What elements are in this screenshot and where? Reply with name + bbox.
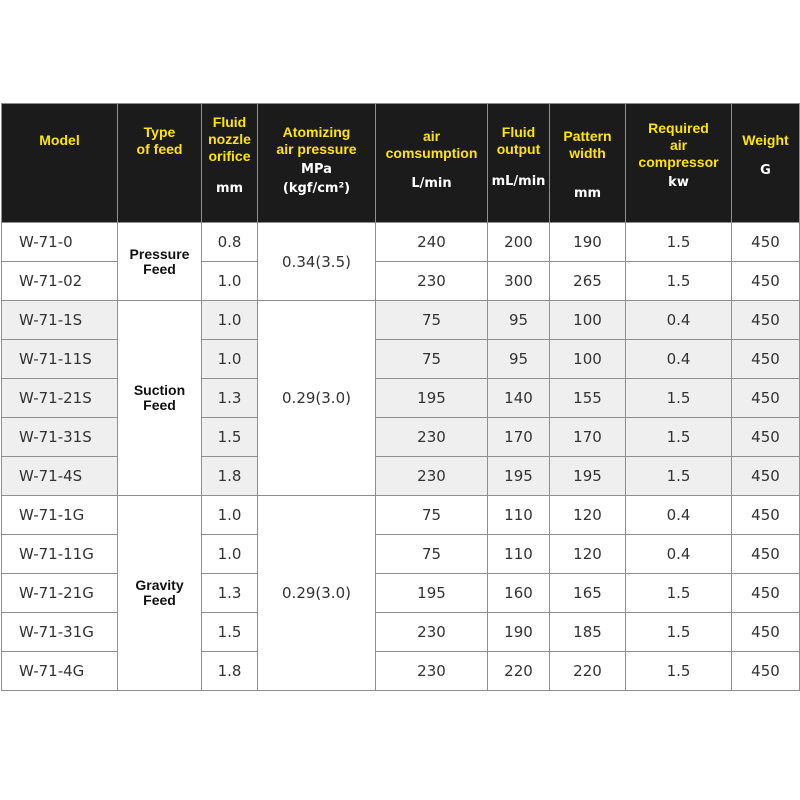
compressor-cell: 1.5: [626, 613, 732, 652]
header-type-of-feed: Type of feed: [118, 104, 202, 223]
compressor-cell: 0.4: [626, 496, 732, 535]
fluid-output-cell: 95: [488, 301, 550, 340]
feed-type-label: Gravity: [135, 577, 184, 593]
feed-type-cell: [118, 223, 202, 301]
nozzle-orifice-cell: 1.0: [202, 535, 258, 574]
air-consumption-cell: 240: [376, 223, 488, 262]
compressor-cell: 0.4: [626, 340, 732, 379]
nozzle-orifice-cell: 1.8: [202, 457, 258, 496]
fluid-output-cell: 300: [488, 262, 550, 301]
compressor-cell: 1.5: [626, 223, 732, 262]
nozzle-orifice-cell: 1.5: [202, 418, 258, 457]
weight-cell: 450: [732, 535, 800, 574]
pattern-width-cell: 220: [550, 652, 626, 691]
nozzle-orifice-cell: 1.3: [202, 574, 258, 613]
weight-cell: 450: [732, 301, 800, 340]
air-consumption-cell: 75: [376, 301, 488, 340]
air-pressure-cell: 0.29(3.0): [258, 496, 376, 691]
air-consumption-cell: 230: [376, 457, 488, 496]
model-cell: W-71-02: [2, 262, 118, 301]
table-body: [2, 223, 800, 691]
pattern-width-cell: 120: [550, 535, 626, 574]
header-weight: Weight G: [732, 104, 800, 223]
compressor-cell: 1.5: [626, 262, 732, 301]
nozzle-orifice-cell: 1.0: [202, 301, 258, 340]
nozzle-orifice-cell: 1.0: [202, 262, 258, 301]
weight-cell: 450: [732, 418, 800, 457]
compressor-cell: 0.4: [626, 535, 732, 574]
fluid-output-cell: 110: [488, 496, 550, 535]
air-consumption-cell: 230: [376, 418, 488, 457]
model-cell: W-71-11S: [2, 340, 118, 379]
model-cell: W-71-4G: [2, 652, 118, 691]
compressor-cell: 1.5: [626, 379, 732, 418]
weight-cell: 450: [732, 340, 800, 379]
pattern-width-cell: 100: [550, 301, 626, 340]
pattern-width-cell: 165: [550, 574, 626, 613]
feed-type-label: Pressure: [129, 245, 190, 262]
compressor-cell: 1.5: [626, 652, 732, 691]
air-pressure-cell: 0.34(3.5): [258, 223, 376, 301]
weight-cell: 450: [732, 496, 800, 535]
fluid-output-cell: 195: [488, 457, 550, 496]
pattern-width-cell: 185: [550, 613, 626, 652]
compressor-cell: 1.5: [626, 457, 732, 496]
nozzle-orifice-cell: 1.0: [202, 496, 258, 535]
pattern-width-cell: 195: [550, 457, 626, 496]
air-consumption-cell: 230: [376, 262, 488, 301]
weight-cell: 450: [732, 652, 800, 691]
air-consumption-cell: 195: [376, 379, 488, 418]
model-cell: W-71-21G: [2, 574, 118, 613]
feed-type-label: Feed: [143, 397, 176, 413]
air-consumption-cell: 230: [376, 613, 488, 652]
pattern-width-cell: 100: [550, 340, 626, 379]
fluid-output-cell: 95: [488, 340, 550, 379]
nozzle-orifice-cell: 1.3: [202, 379, 258, 418]
model-cell: W-71-31G: [2, 613, 118, 652]
air-pressure-cell: 0.29(3.0): [258, 301, 376, 496]
header-required-air-compressor: Required air compressor kw: [626, 104, 732, 223]
header-fluid-output: Fluid output mL/min: [488, 104, 550, 223]
header-model: Model: [2, 104, 118, 223]
air-consumption-cell: 195: [376, 574, 488, 613]
fluid-output-cell: 110: [488, 535, 550, 574]
pattern-width-cell: 265: [550, 262, 626, 301]
model-cell: W-71-1G: [2, 496, 118, 535]
nozzle-orifice-cell: 1.0: [202, 340, 258, 379]
header-pattern-width: Pattern width mm: [550, 104, 626, 223]
spec-table: [1, 103, 800, 691]
model-cell: W-71-0: [2, 223, 118, 262]
nozzle-orifice-cell: 1.8: [202, 652, 258, 691]
weight-cell: 450: [732, 223, 800, 262]
air-consumption-cell: 230: [376, 652, 488, 691]
model-cell: W-71-31S: [2, 418, 118, 457]
air-consumption-cell: 75: [376, 340, 488, 379]
model-cell: W-71-21S: [2, 379, 118, 418]
pattern-width-cell: 120: [550, 496, 626, 535]
model-cell: W-71-4S: [2, 457, 118, 496]
feed-type-label: Feed: [143, 260, 176, 277]
fluid-output-cell: 170: [488, 418, 550, 457]
header-atomizing-air-pressure: Atomizing air pressure MPa (kgf/cm²): [258, 104, 376, 223]
weight-cell: 450: [732, 574, 800, 613]
header-fluid-nozzle-orifice: Fluid nozzle orifice mm: [202, 104, 258, 223]
pattern-width-cell: 170: [550, 418, 626, 457]
feed-type-label: Feed: [143, 592, 176, 608]
header-air-consumption: air comsumption L/min: [376, 104, 488, 223]
model-cell: W-71-11G: [2, 535, 118, 574]
fluid-output-cell: 190: [488, 613, 550, 652]
model-cell: W-71-1S: [2, 301, 118, 340]
fluid-output-cell: 200: [488, 223, 550, 262]
pattern-width-cell: 155: [550, 379, 626, 418]
header-row: [2, 104, 800, 223]
weight-cell: 450: [732, 613, 800, 652]
weight-cell: 450: [732, 262, 800, 301]
compressor-cell: 1.5: [626, 418, 732, 457]
fluid-output-cell: 140: [488, 379, 550, 418]
compressor-cell: 1.5: [626, 574, 732, 613]
table-row: [2, 223, 800, 262]
feed-type-cell: [118, 496, 202, 691]
nozzle-orifice-cell: 0.8: [202, 223, 258, 262]
weight-cell: 450: [732, 379, 800, 418]
compressor-cell: 0.4: [626, 301, 732, 340]
nozzle-orifice-cell: 1.5: [202, 613, 258, 652]
fluid-output-cell: 220: [488, 652, 550, 691]
fluid-output-cell: 160: [488, 574, 550, 613]
table-row: [2, 301, 800, 340]
air-consumption-cell: 75: [376, 496, 488, 535]
table-row: [2, 496, 800, 535]
pattern-width-cell: 190: [550, 223, 626, 262]
weight-cell: 450: [732, 457, 800, 496]
feed-type-label: Suction: [133, 382, 186, 398]
feed-type-cell: [118, 301, 202, 496]
air-consumption-cell: 75: [376, 535, 488, 574]
